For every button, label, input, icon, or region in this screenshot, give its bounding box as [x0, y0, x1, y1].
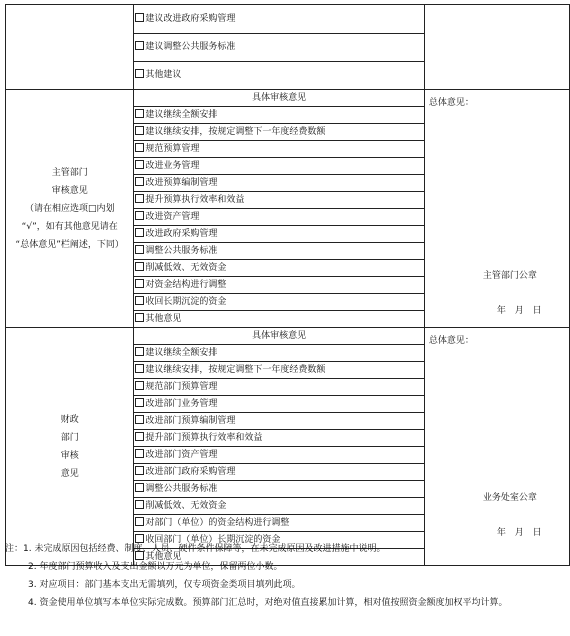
- continuation-overall-cell: [424, 61, 569, 90]
- checkbox[interactable]: [135, 449, 144, 458]
- supervisor-section-option-cell: [134, 277, 424, 294]
- option-label: 建议继续安排，按规定调整下一年度经费数额: [145, 365, 326, 375]
- checkbox[interactable]: [135, 500, 144, 509]
- option-label: 改进业务管理: [145, 161, 200, 171]
- note-4: 4. 资金使用单位填写本单位实际完成数。预算部门汇总时，对绝对值直接累加计算，相对值按照资金额度加权平均计算。: [28, 598, 508, 608]
- continuation-overall-cell: [424, 5, 569, 34]
- note-1: 注：1. 未完成原因包括经费、制度、人员、硬件条件保障等，在未完成原因及改进措施中说明。: [5, 544, 386, 554]
- finance-section-label-line: 意见: [60, 468, 79, 479]
- overall-opinion-label: 总体意见：: [428, 336, 474, 346]
- finance-section-overall-cell[interactable]: [424, 328, 569, 566]
- table-row: [6, 328, 570, 345]
- supervisor-section-option-cell: [134, 226, 424, 243]
- option-label: 改进部门政府采购管理: [145, 467, 236, 477]
- supervisor-section-option-cell: [134, 158, 424, 175]
- table-row: [6, 5, 570, 34]
- note-3: 3. 对应项目：部门基本支出无需填列，仅专项资金类项目填列此项。: [28, 580, 301, 590]
- finance-section-option-cell: [134, 498, 424, 515]
- checkbox[interactable]: [135, 483, 144, 492]
- checkbox[interactable]: [135, 432, 144, 441]
- continuation-label-cell: [6, 5, 134, 34]
- option-label: 改进部门资产管理: [145, 450, 218, 460]
- checkbox[interactable]: [135, 313, 144, 322]
- option-cell: [134, 5, 424, 34]
- option-label: 对部门（单位）的资金结构进行调整: [145, 518, 290, 528]
- option-label: 建议调整公共服务标准: [145, 42, 236, 52]
- option-label: 收回长期沉淀的资金: [145, 297, 227, 307]
- option-label: 调整公共服务标准: [145, 246, 218, 256]
- supervisor-section-option-cell: [134, 141, 424, 158]
- finance-section-label-line: 财政: [60, 414, 79, 425]
- option-label: 建议继续全额安排: [145, 110, 218, 120]
- finance-section-option-cell: [134, 481, 424, 498]
- checkbox[interactable]: [135, 296, 144, 305]
- option-label: 调整公共服务标准: [145, 484, 218, 494]
- supervisor-section-label-line: 审核意见: [51, 185, 88, 196]
- option-label: 其他意见: [145, 552, 182, 562]
- continuation-overall-cell: [424, 33, 569, 61]
- option-label: 建议继续安排，按规定调整下一年度经费数额: [145, 127, 326, 137]
- option-label: 规范部门预算管理: [145, 382, 218, 392]
- supervisor-section-label-line: 主管部门: [51, 167, 88, 178]
- notes-section: [5, 540, 565, 612]
- checkbox[interactable]: [135, 347, 144, 356]
- finance-section-option-cell: [134, 430, 424, 447]
- checkbox[interactable]: [135, 126, 144, 135]
- option-label: 规范预算管理: [145, 144, 200, 154]
- finance-section-seal-label: 业务处室公章: [482, 493, 537, 503]
- overall-opinion-label: 总体意见：: [428, 98, 474, 108]
- checkbox[interactable]: [135, 262, 144, 271]
- finance-section-header: 具体审核意见: [134, 328, 424, 345]
- supervisor-section-option-cell: [134, 107, 424, 124]
- checkbox[interactable]: [135, 211, 144, 220]
- option-label: 其他意见: [145, 314, 182, 324]
- supervisor-section-overall-cell[interactable]: [424, 90, 569, 328]
- supervisor-section-label-line: “√”，如有其他意见请在: [21, 221, 118, 232]
- table-row: [6, 33, 570, 61]
- supervisor-section-option-cell: [134, 311, 424, 328]
- finance-section-label-line: 部门: [60, 432, 79, 443]
- checkbox[interactable]: [135, 109, 144, 118]
- finance-section-label-cell: [6, 328, 134, 566]
- checkbox[interactable]: [135, 398, 144, 407]
- checkbox[interactable]: [135, 69, 144, 78]
- checkbox[interactable]: [135, 143, 144, 152]
- continuation-label-cell: [6, 61, 134, 90]
- finance-section-option-cell: [134, 396, 424, 413]
- checkbox[interactable]: [135, 381, 144, 390]
- supervisor-section-option-cell: [134, 209, 424, 226]
- supervisor-section-option-cell: [134, 192, 424, 209]
- finance-section-label-line: 审核: [60, 450, 79, 461]
- supervisor-section-date-label: 年 月 日: [496, 306, 542, 316]
- checkbox[interactable]: [135, 13, 144, 22]
- finance-section-option-cell: [134, 515, 424, 532]
- finance-section-option-cell: [134, 379, 424, 396]
- option-label: 建议继续全额安排: [145, 348, 218, 358]
- supervisor-section-option-cell: [134, 260, 424, 277]
- option-label: 削减低效、无效资金: [145, 263, 227, 273]
- supervisor-section-option-cell: [134, 124, 424, 141]
- supervisor-section-option-cell: [134, 243, 424, 260]
- table-row: [6, 61, 570, 90]
- supervisor-section-label-cell: [6, 90, 134, 328]
- finance-section-option-cell: [134, 447, 424, 464]
- supervisor-section-label-line: “总体意见”栏阐述，下同）: [15, 239, 124, 250]
- option-label: 改进政府采购管理: [145, 229, 218, 239]
- checkbox[interactable]: [135, 160, 144, 169]
- continuation-label-cell: [6, 33, 134, 61]
- supervisor-section-header: 具体审核意见: [134, 90, 424, 107]
- supervisor-section-option-cell: [134, 294, 424, 311]
- audit-opinion-table: [5, 4, 570, 566]
- checkbox[interactable]: [135, 517, 144, 526]
- checkbox[interactable]: [135, 194, 144, 203]
- finance-section-option-cell: [134, 464, 424, 481]
- note-2: 2. 年度部门预算收入及支出金额以万元为单位，保留两位小数。: [28, 562, 283, 572]
- finance-section-option-cell: [134, 345, 424, 362]
- option-label: 收回部门（单位）长期沉淀的资金: [145, 535, 281, 545]
- option-label: 提升预算执行效率和效益: [145, 195, 245, 205]
- option-label: 建议改进政府采购管理: [145, 13, 236, 24]
- finance-section-option-cell: [134, 362, 424, 379]
- checkbox[interactable]: [135, 415, 144, 424]
- option-label: 改进部门预算编制管理: [145, 416, 236, 426]
- option-label: 其他建议: [145, 70, 182, 81]
- option-label: 改进部门业务管理: [145, 399, 218, 409]
- supervisor-section-option-cell: [134, 175, 424, 192]
- option-label: 削减低效、无效资金: [145, 501, 227, 511]
- checkbox[interactable]: [135, 364, 144, 373]
- finance-section-date-label: 年 月 日: [496, 528, 542, 538]
- finance-section-option-cell: [134, 413, 424, 430]
- checkbox[interactable]: [135, 41, 144, 50]
- option-cell: [134, 61, 424, 90]
- checkbox[interactable]: [135, 279, 144, 288]
- checkbox[interactable]: [135, 228, 144, 237]
- option-label: 提升部门预算执行效率和效益: [145, 433, 263, 443]
- table-row: [6, 90, 570, 107]
- checkbox[interactable]: [135, 177, 144, 186]
- supervisor-section-seal-label: 主管部门公章: [482, 271, 537, 281]
- option-label: 改进预算编制管理: [145, 178, 218, 188]
- supervisor-section-label-line: （请在相应选项□内划: [24, 203, 115, 214]
- checkbox[interactable]: [135, 245, 144, 254]
- option-cell: [134, 33, 424, 61]
- option-label: 改进资产管理: [145, 212, 200, 222]
- checkbox[interactable]: [135, 466, 144, 475]
- option-label: 对资金结构进行调整: [145, 280, 227, 290]
